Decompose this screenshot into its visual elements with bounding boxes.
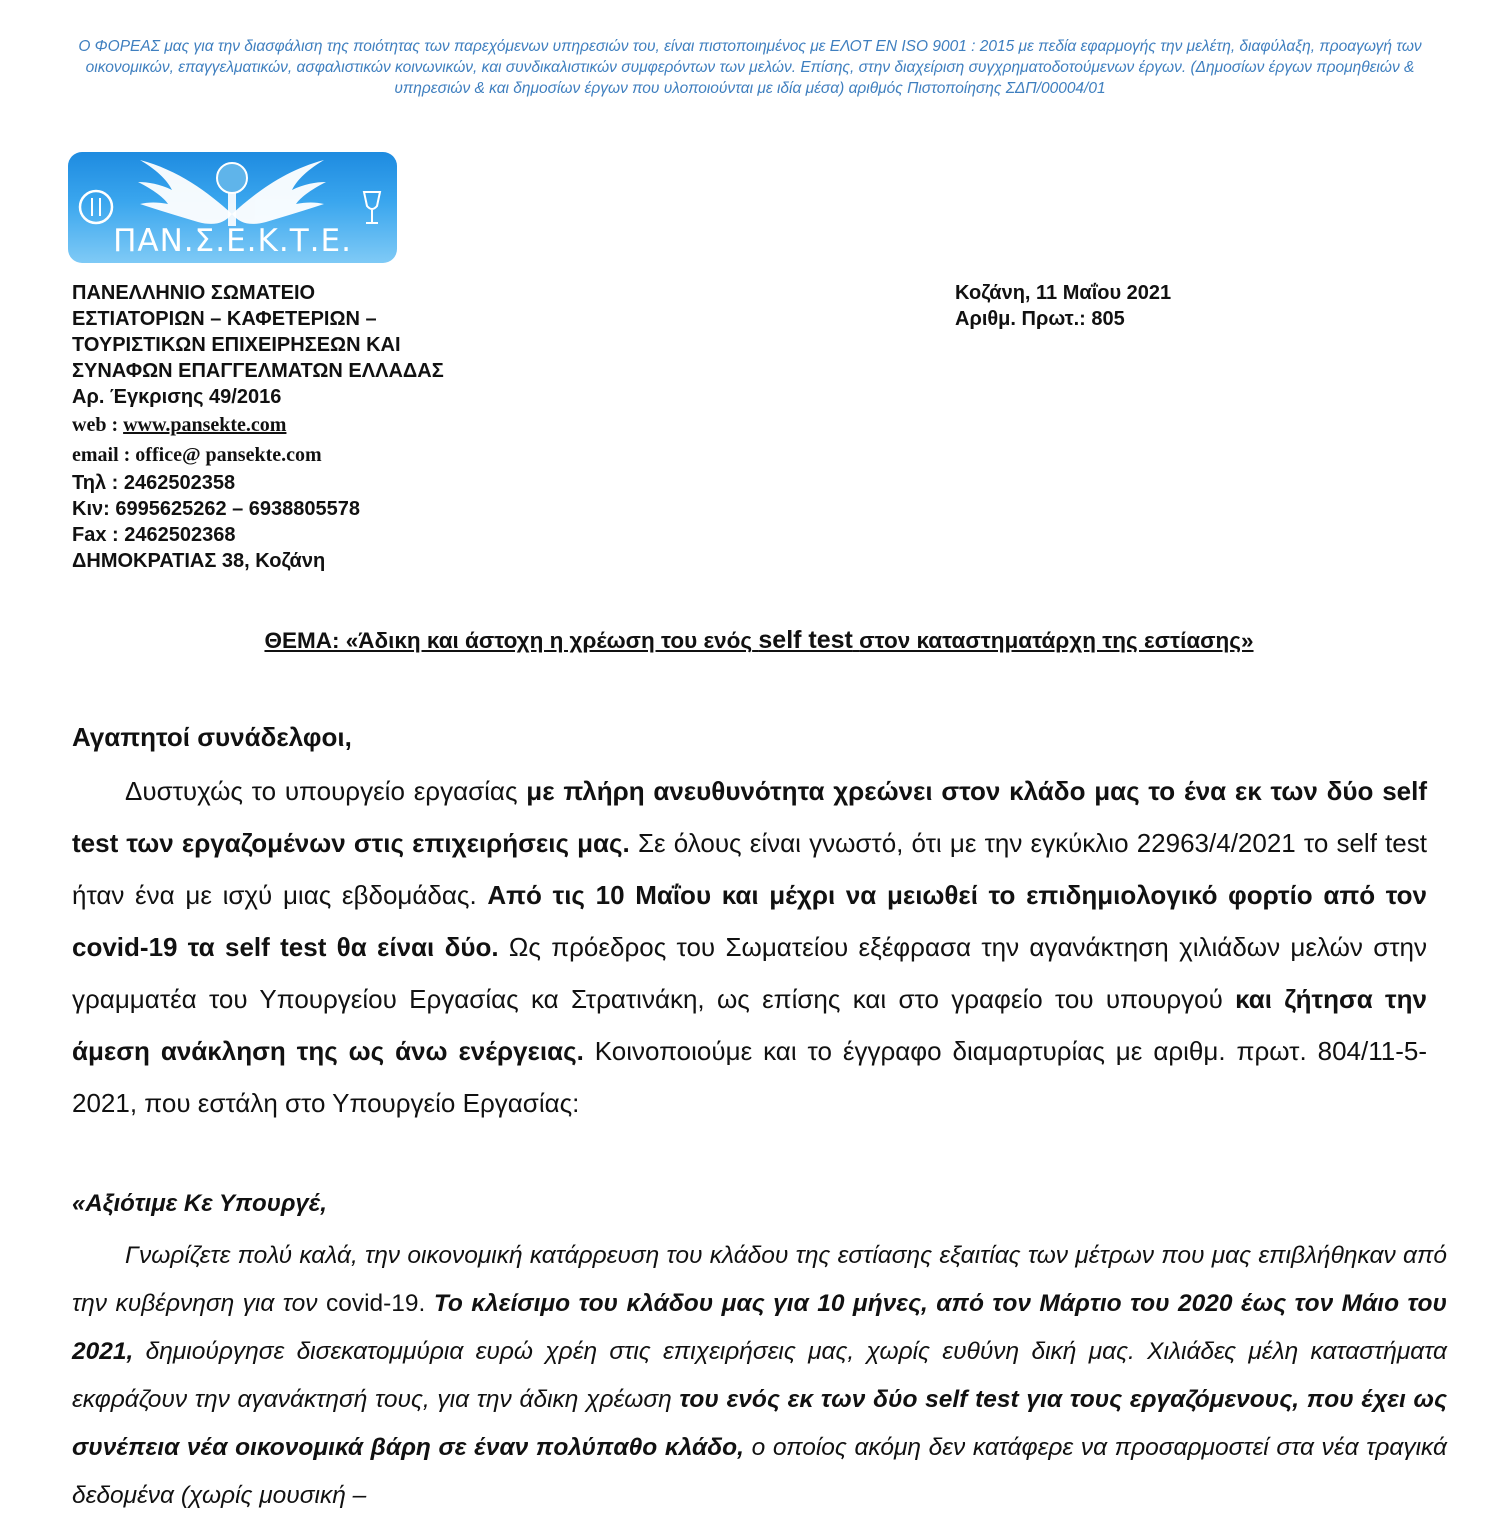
subject-part: self test <box>758 626 853 654</box>
phone-line: Τηλ : 2462502358 <box>72 472 236 494</box>
sender-name-line: ΠΑΝΕΛΛΗΝΙΟ ΣΩΜΑΤΕΙΟ <box>72 282 316 304</box>
sender-name-line: ΤΟΥΡΙΣΤΙΚΩΝ ΕΠΙΧΕΙΡΗΣΕΩΝ ΚΑΙ <box>72 334 401 356</box>
letter-salutation: «Αξιότιμε Κε Υπουργέ, <box>72 1190 327 1217</box>
plate-cutlery-icon <box>80 191 112 223</box>
approval-number: Αρ. Έγκρισης 49/2016 <box>72 386 282 408</box>
greeting: Αγαπητοί συνάδελφοι, <box>72 722 352 752</box>
website-line <box>72 410 444 440</box>
website-link[interactable]: www.pansekte.com <box>123 414 287 436</box>
text-run: Κοινοποιούμε και το έγγραφο διαμαρτυρίας με αριθμ. πρωτ. 804/11-5-2021, που εστάλη στο Υπουργείο Εργασίας: <box>72 1036 1427 1118</box>
subject-heading <box>72 626 1446 655</box>
subject-part: ΘΕΜΑ: «Άδικη και άστοχη η χρέωση του ενός <box>264 628 753 653</box>
text-run: δημιούργησε δισεκατομμύρια ευρώ χρέη στις επιχειρήσεις μας, χωρίς ευθύνη δική μας. Χιλιάδες μέλη καταστήματα εκφράζουν την αγανάκτησή τους, για την άδικη χρέωση <box>72 1338 1447 1413</box>
text-run <box>425 1290 433 1317</box>
address-line: ΔΗΜΟΚΡΑΤΙΑΣ 38, Κοζάνη <box>72 550 326 572</box>
text-run-bold: Το κλείσιμο του κλάδου μας για 10 μήνες, από τον Μάρτιο του 2020 έως τον Μάιο του 2021, <box>72 1290 1447 1365</box>
text-run: Σε όλους είναι γνωστό, ότι με την εγκύκλιο 22963/4/2021 το self test ήταν ένα με ισχύ μιας εβδομάδας. <box>72 828 1427 910</box>
date-protocol-block <box>955 280 1171 332</box>
email-line: email : office@ pansekte.com <box>72 444 322 466</box>
paragraph-intro <box>72 765 1427 1129</box>
text-run-bold: και ζήτησα την άμεση ανάκληση της ως άνω ενέργειας. <box>72 984 1427 1066</box>
web-label: web : <box>72 414 119 436</box>
logo-text: ΠΑΝ.Σ.Ε.Κ.Τ.Ε. <box>113 223 352 259</box>
text-run-bold: Από τις 10 Μαΐου και μέχρι να μειωθεί το επιδημιολογικό φορτίο από τον covid-19 τα self test θα είναι δύο. <box>72 880 1428 962</box>
fax-line: Fax : 2462502368 <box>72 524 236 546</box>
certification-note: Ο ΦΟΡΕΑΣ μας για την διασφάλιση της ποιότητας των παρεχόμενων υπηρεσιών του, είναι πιστοποιημένος με ΕΛΟΤ ΕΝ ISO 9001 : 2015 με πεδία εφαρμογής την μελέτη, διαφύλαξη, προαγωγή των οικονομικών, επαγγελματικών, ασφαλιστικών κοινωνικών, και συνδικαλιστικών συμφερόντων των μελών. Επίσης, στην διαχείριση συγχρηματοδοτούμενων έργων. (Δημοσίων έργων προμηθειών & υπηρεσιών & και δημοσίων έργων που υλοποιούνται με ιδία μέσα) αριθμός Πιστοποίησης ΣΔΠ/00004/01 <box>78 38 1422 97</box>
wine-glass-icon <box>364 192 380 223</box>
mobile-line: Κιν: 6995625262 – 6938805578 <box>72 498 361 520</box>
text-run: Γνωρίζετε πολύ καλά, την οικονομική κατάρρευση του κλάδου της εστίασης εξαιτίας των μέτρων που μας επιβλήθηκαν από την κυβέρνηση για τον <box>72 1242 1447 1317</box>
paragraph-letter <box>72 1232 1447 1520</box>
date-line: Κοζάνη, 11 Μαΐου 2021 <box>955 282 1172 304</box>
pansekte-logo <box>68 152 397 263</box>
text-run: ο οποίος ακόμη δεν κατάφερε να προσαρμοστεί στα νέα τραγικά δεδομένα (χωρίς μουσική – <box>72 1434 1447 1509</box>
text-run: covid-19. <box>325 1290 426 1317</box>
text-run-bold: του ενός εκ των δύο self test για τους εργαζόμενους, που έχει ως συνέπεια νέα οικονομικά βάρη σε έναν πολύπαθο κλάδο, <box>72 1386 1448 1461</box>
protocol-number: Αριθμ. Πρωτ.: 805 <box>955 308 1125 330</box>
sender-name-line: ΕΣΤΙΑΤΟΡΙΩΝ – ΚΑΦΕΤΕΡΙΩΝ – <box>72 308 377 330</box>
text-run: Δυστυχώς το υπουργείο εργασίας <box>125 776 527 806</box>
sender-name-line: ΣΥΝΑΦΩΝ ΕΠΑΓΓΕΛΜΑΤΩΝ ΕΛΛΑΔΑΣ <box>72 360 444 382</box>
text-run-bold: με πλήρη ανευθυνότητα χρεώνει στον κλάδο μας το ένα εκ των δύο self test των εργαζομένων στις επιχειρήσεις μας. <box>72 776 1428 858</box>
text-run: Ως πρόεδρος του Σωματείου εξέφρασα την αγανάκτηση χιλιάδων μελών στην γραμματέα του Υπουργείου Εργασίας κα Στρατινάκη, ως επίσης και στο γραφείο του υπουργού <box>72 932 1427 1014</box>
subject-part: στον καταστηματάρχη της εστίασης» <box>859 628 1254 653</box>
sender-block <box>72 280 444 574</box>
